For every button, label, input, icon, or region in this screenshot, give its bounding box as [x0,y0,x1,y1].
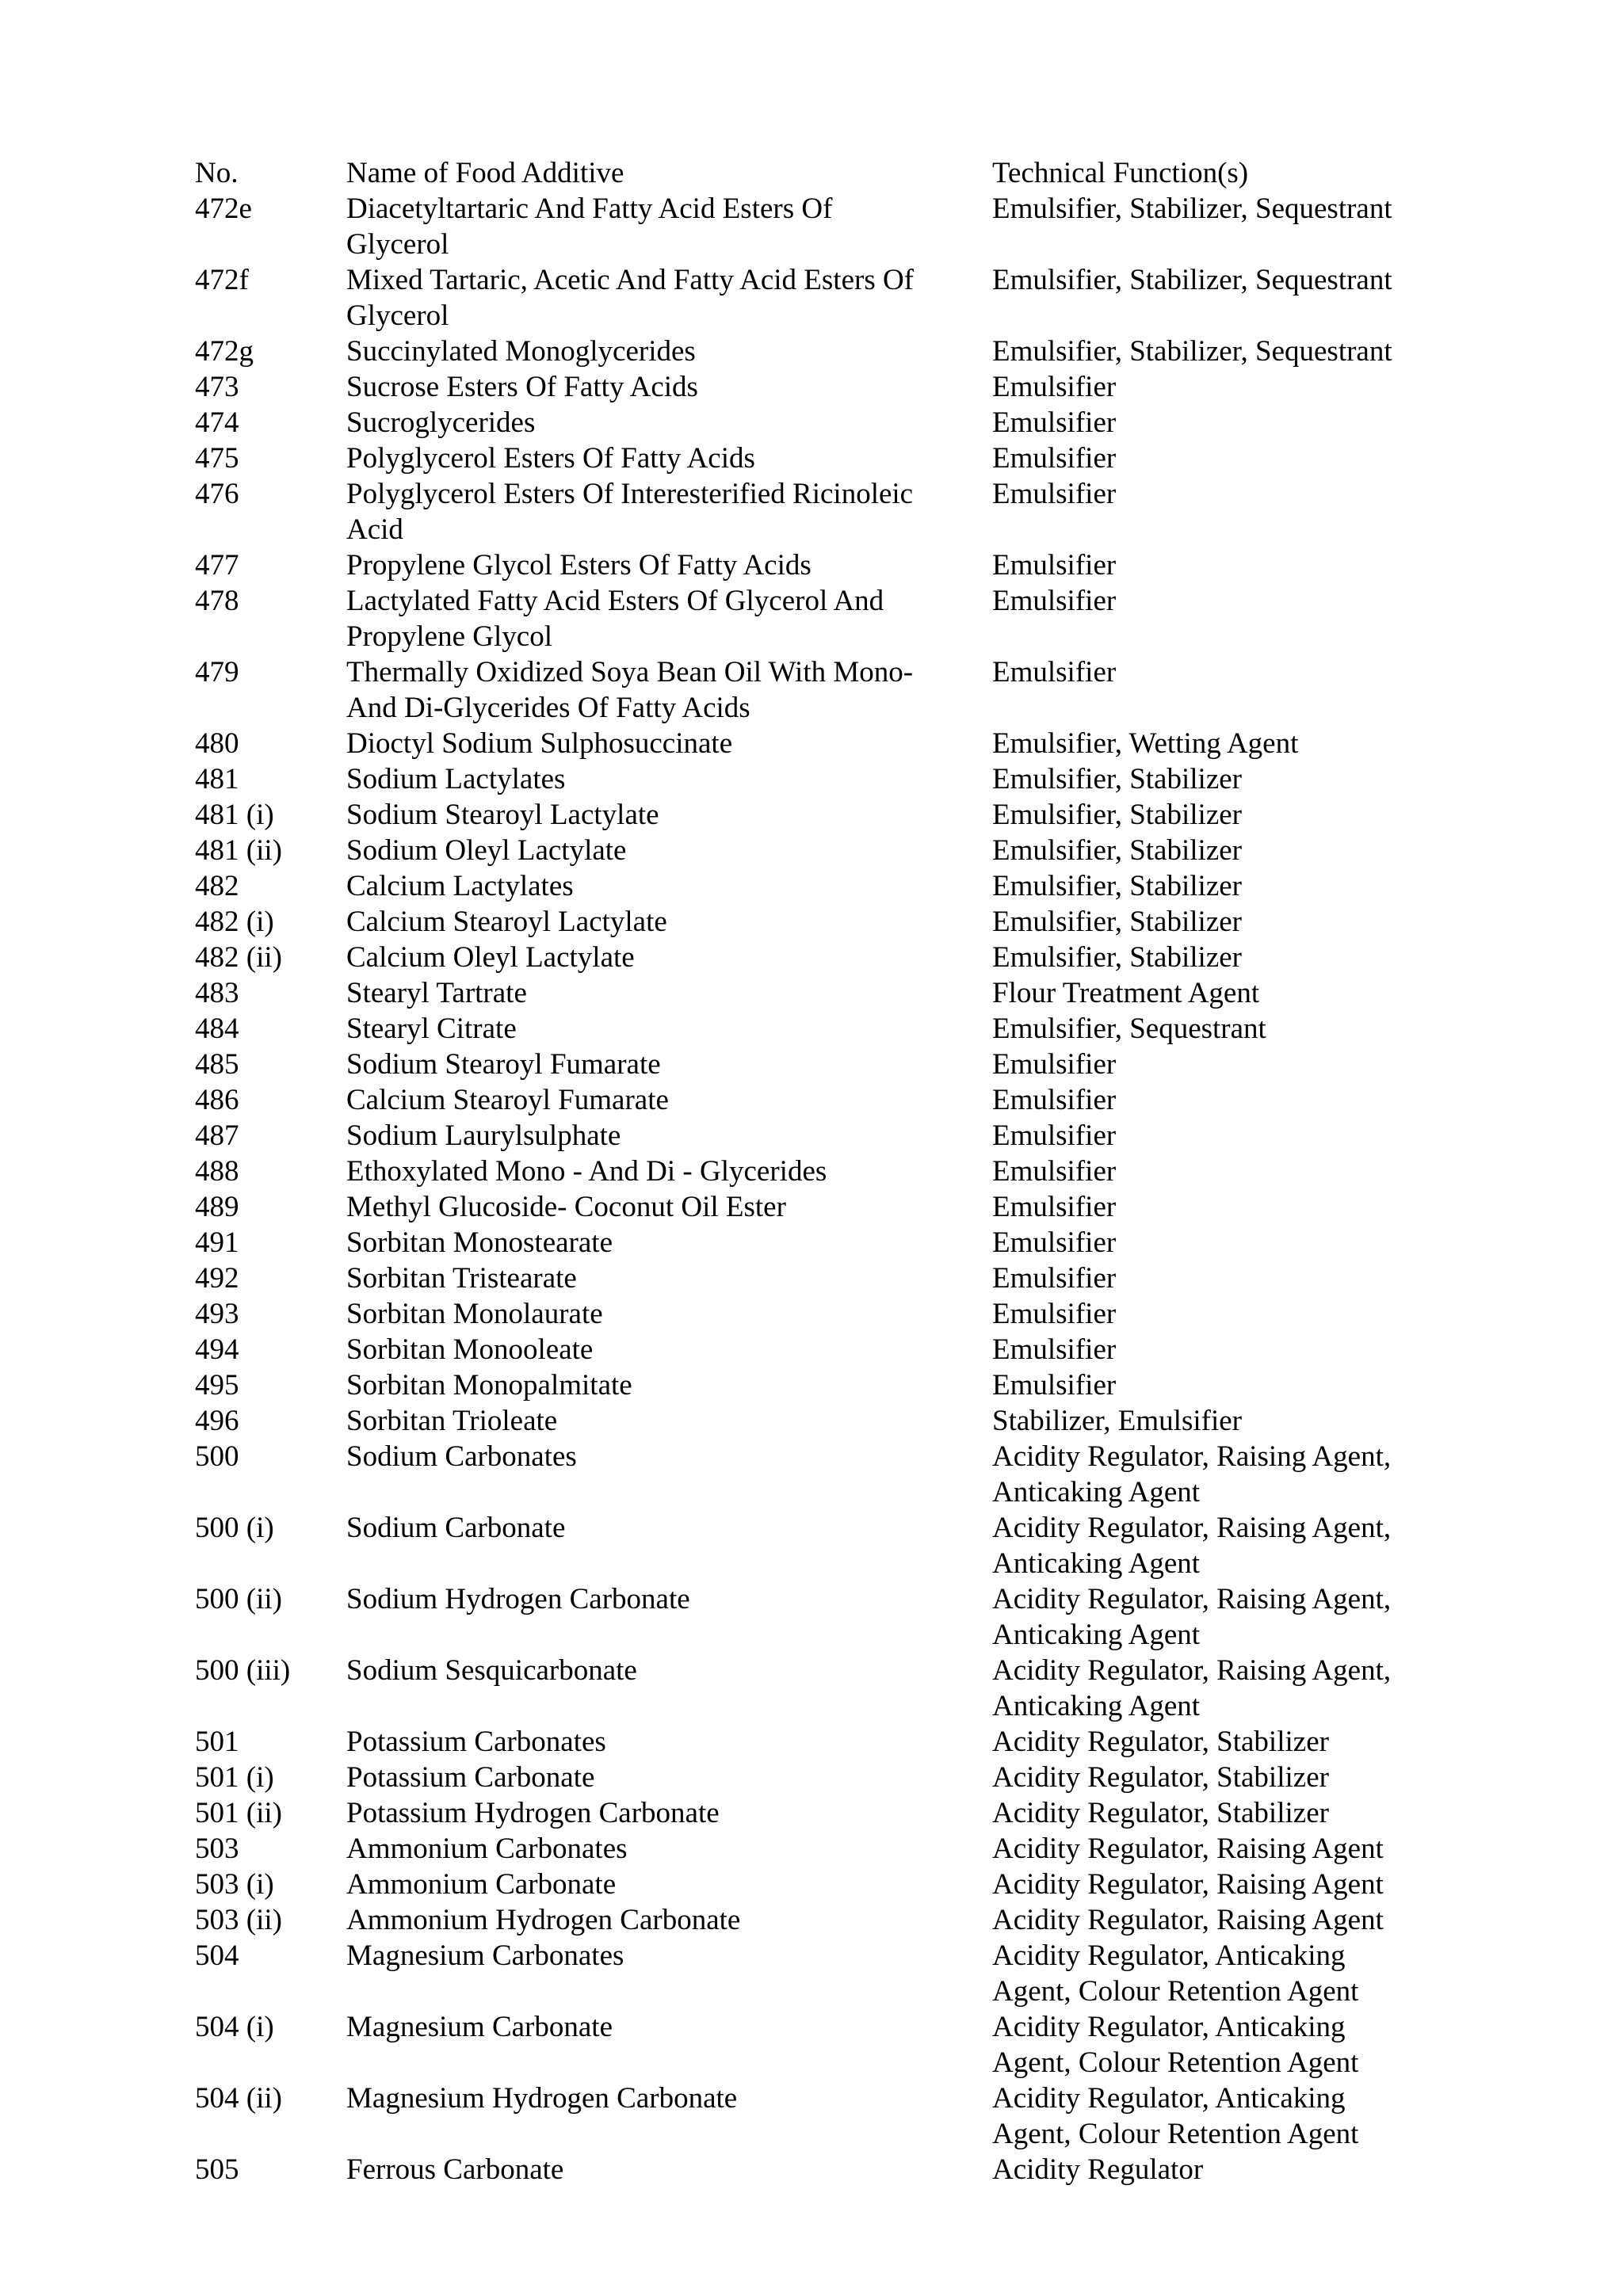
additive-name [346,547,992,583]
technical-function-line: Anticaking Agent [992,1690,1201,1722]
additive-name [346,1831,992,1867]
table-row [195,1225,1431,1261]
technical-function-line: Acidity Regulator, Stabilizer [992,1797,1329,1829]
table-row [195,1795,1431,1831]
technical-function-line: Anticaking Agent [992,1547,1201,1580]
additive-name-line: Sorbitan Monostearate [346,1226,613,1259]
additive-name-line: Potassium Carbonate [346,1761,595,1794]
technical-function-line: Agent, Colour Retention Agent [992,2118,1359,2150]
additive-name [346,191,992,262]
technical-function-line: Agent, Colour Retention Agent [992,2046,1359,2079]
technical-function-line: Emulsifier [992,1262,1117,1295]
technical-function-line: Acidity Regulator, Raising Agent [992,1868,1384,1901]
additive-number: 482 (i) [195,906,274,938]
technical-function-line: Emulsifier, Sequestrant [992,1013,1266,1045]
additive-name [346,1154,992,1189]
technical-function-line: Emulsifier, Stabilizer [992,763,1242,795]
additive-name-line: Magnesium Hydrogen Carbonate [346,2082,738,2115]
additive-number: 476 [195,478,239,510]
table-row [195,1653,1431,1724]
additive-name-line: Ammonium Hydrogen Carbonate [346,1904,741,1936]
technical-function [992,1581,1431,1653]
additive-name [346,833,992,868]
additive-number: 501 (i) [195,1761,274,1794]
additive-name-line: Sodium Stearoyl Lactylate [346,799,659,831]
technical-function [992,1439,1431,1510]
additive-number: 504 (ii) [195,2082,282,2115]
additive-name [346,583,992,654]
additive-name-line: Calcium Stearoyl Fumarate [346,1084,669,1116]
additive-name-line: Dioctyl Sodium Sulphosuccinate [346,727,733,760]
table-row [195,476,1431,547]
additive-number: 496 [195,1405,239,1437]
additive-name [346,1795,992,1831]
additive-number: 495 [195,1369,239,1402]
technical-function-line: Emulsifier [992,1119,1117,1152]
technical-function [992,476,1431,547]
technical-function-line: Acidity Regulator, Raising Agent [992,1833,1384,1865]
technical-function-line: Emulsifier [992,1298,1117,1330]
technical-function [992,1510,1431,1581]
technical-function [992,1011,1431,1047]
table-row [195,1118,1431,1154]
additives-table [195,155,1431,2187]
additive-number: 486 [195,1084,239,1116]
table-row [195,2081,1431,2152]
table-row [195,726,1431,761]
additive-name [346,1403,992,1439]
table-row [195,1581,1431,1653]
table-row [195,1047,1431,1082]
additive-number: 493 [195,1298,239,1330]
table-row [195,2152,1431,2187]
technical-function [992,1082,1431,1118]
additive-number: 472e [195,193,252,225]
table-row [195,262,1431,334]
additive-name [346,1581,992,1653]
additive-number: 503 (ii) [195,1904,282,1936]
additive-name-line: Sucroglycerides [346,406,536,439]
technical-function-line: Emulsifier [992,656,1117,688]
additive-name-line: Sodium Laurylsulphate [346,1119,621,1152]
technical-function [992,1225,1431,1261]
additive-number: 473 [195,371,239,403]
additive-name-line: Stearyl Tartrate [346,977,527,1009]
additive-number: 503 (i) [195,1868,274,1901]
technical-function-line: Emulsifier, Stabilizer [992,906,1242,938]
technical-function-line: Anticaking Agent [992,1476,1201,1508]
additive-name-line: Calcium Lactylates [346,870,574,902]
additive-name [346,262,992,334]
additive-number: 491 [195,1226,239,1259]
additive-name-line: Magnesium Carbonates [346,1939,624,1972]
technical-function-line: Stabilizer, Emulsifier [992,1405,1242,1437]
additive-number: 483 [195,977,239,1009]
technical-function [992,334,1431,369]
technical-function [992,2081,1431,2152]
additive-number: 487 [195,1119,239,1152]
table-row [195,1332,1431,1367]
additive-name [346,1439,992,1510]
table-row [195,405,1431,441]
additive-name [346,2081,992,2152]
technical-function-line: Emulsifier [992,478,1117,510]
additive-number: 488 [195,1155,239,1188]
table-row [195,975,1431,1011]
table-row [195,1296,1431,1332]
technical-function [992,1760,1431,1795]
additive-number: 504 [195,1939,239,1972]
additive-number: 478 [195,585,239,617]
technical-function-line: Emulsifier [992,371,1117,403]
technical-function-line: Acidity Regulator, Anticaking [992,2011,1346,2043]
additive-number: 500 (iii) [195,1654,291,1687]
additive-name-line: Sodium Lactylates [346,763,566,795]
technical-function [992,2152,1431,2187]
table-row [195,1367,1431,1403]
additive-name [346,1261,992,1296]
additive-number: 479 [195,656,239,688]
additive-name-line: Calcium Stearoyl Lactylate [346,906,667,938]
table-row [195,369,1431,405]
additive-number: 492 [195,1262,239,1295]
additive-name [346,476,992,547]
additive-name-line: Ethoxylated Mono - And Di - Glycerides [346,1155,827,1188]
table-row [195,868,1431,904]
additive-number: 500 (ii) [195,1583,282,1615]
table-row [195,940,1431,975]
additive-name [346,1118,992,1154]
additive-name [346,761,992,797]
table-row [195,1403,1431,1439]
table-row [195,1011,1431,1047]
technical-function [992,904,1431,940]
technical-function [992,583,1431,654]
additive-number: 481 [195,763,239,795]
technical-function-line: Emulsifier [992,1226,1117,1259]
technical-function [992,1367,1431,1403]
table-row [195,761,1431,797]
technical-function-line: Flour Treatment Agent [992,977,1260,1009]
technical-function [992,975,1431,1011]
additive-number: 481 (ii) [195,834,282,867]
additive-number: 482 [195,870,239,902]
additive-name-line: Sodium Stearoyl Fumarate [346,1048,661,1081]
additive-name [346,1760,992,1795]
technical-function [992,547,1431,583]
additive-name-line: Acid [346,513,403,546]
additive-name-line: Sorbitan Trioleate [346,1405,558,1437]
technical-function-line: Acidity Regulator, Raising Agent [992,1904,1384,1936]
additive-name [346,405,992,441]
table-row [195,797,1431,833]
additive-number: 475 [195,442,239,475]
additive-name-line: Stearyl Citrate [346,1013,517,1045]
header-row [195,155,1431,191]
table-body [195,191,1431,2187]
technical-function-line: Emulsifier [992,1084,1117,1116]
additive-name-line: Propylene Glycol Esters Of Fatty Acids [346,549,812,582]
additive-number: 494 [195,1333,239,1366]
additive-number: 484 [195,1013,239,1045]
technical-function [992,868,1431,904]
technical-function-line: Acidity Regulator, Raising Agent, [992,1654,1392,1687]
additive-name [346,975,992,1011]
table-row [195,191,1431,262]
additive-name [346,1653,992,1724]
additive-name-line: Sorbitan Monolaurate [346,1298,603,1330]
additive-name-line: Polyglycerol Esters Of Interesterified Ricinoleic [346,478,914,510]
table-row [195,904,1431,940]
technical-function [992,1296,1431,1332]
technical-function-line: Anticaking Agent [992,1619,1201,1651]
additive-name [346,1082,992,1118]
table-row [195,833,1431,868]
technical-function-line: Emulsifier, Stabilizer, Sequestrant [992,335,1392,368]
technical-function [992,726,1431,761]
additive-name-line: Mixed Tartaric, Acetic And Fatty Acid Esters Of [346,264,915,296]
technical-function-line: Agent, Colour Retention Agent [992,1975,1359,2008]
table-row [195,1760,1431,1795]
technical-function [992,262,1431,334]
technical-function-line: Emulsifier, Stabilizer, Sequestrant [992,193,1392,225]
additive-number: 485 [195,1048,239,1081]
technical-function [992,1867,1431,1902]
technical-function [992,1831,1431,1867]
technical-function-line: Emulsifier [992,406,1117,439]
table-row [195,1867,1431,1902]
additive-name [346,1296,992,1332]
additive-name [346,797,992,833]
technical-function-line: Emulsifier, Stabilizer [992,799,1242,831]
additive-name-line: Methyl Glucoside- Coconut Oil Ester [346,1191,786,1223]
technical-function [992,833,1431,868]
additive-number: 504 (i) [195,2011,274,2043]
technical-function [992,1154,1431,1189]
additive-name-line: And Di-Glycerides Of Fatty Acids [346,692,750,724]
additive-number: 503 [195,1833,239,1865]
technical-function-line: Emulsifier [992,1369,1117,1402]
additive-number: 482 (ii) [195,941,282,974]
technical-function [992,654,1431,726]
technical-function [992,369,1431,405]
additive-name-line: Diacetyltartaric And Fatty Acid Esters Of [346,193,833,225]
table-row [195,1938,1431,2009]
additive-name [346,1367,992,1403]
table-row [195,1082,1431,1118]
additive-name-line: Sodium Sesquicarbonate [346,1654,637,1687]
table-row [195,1189,1431,1225]
technical-function-line: Emulsifier [992,1155,1117,1188]
additive-name-line: Propylene Glycol [346,620,552,653]
technical-function [992,761,1431,797]
technical-function-line: Acidity Regulator [992,2153,1204,2186]
table-row [195,334,1431,369]
technical-function [992,797,1431,833]
header-name: Name of Food Additive [346,157,624,189]
additive-number: 489 [195,1191,239,1223]
additive-name [346,904,992,940]
additive-number: 472g [195,335,254,368]
additive-name [346,868,992,904]
additive-number: 477 [195,549,239,582]
additive-name [346,2009,992,2081]
technical-function-line: Acidity Regulator, Raising Agent, [992,1512,1392,1544]
additive-name [346,654,992,726]
technical-function [992,191,1431,262]
technical-function-line: Emulsifier [992,585,1117,617]
additive-name-line: Sucrose Esters Of Fatty Acids [346,371,698,403]
additive-name-line: Succinylated Monoglycerides [346,335,696,368]
additive-number: 472f [195,264,249,296]
additive-name-line: Sodium Carbonates [346,1440,577,1473]
additive-name [346,940,992,975]
table-row [195,441,1431,476]
technical-function-line: Emulsifier, Stabilizer [992,834,1242,867]
technical-function-line: Emulsifier, Stabilizer, Sequestrant [992,264,1392,296]
technical-function-line: Acidity Regulator, Anticaking [992,1939,1346,1972]
technical-function-line: Acidity Regulator, Stabilizer [992,1761,1329,1794]
table-row [195,1724,1431,1760]
additive-number: 480 [195,727,239,760]
technical-function [992,1653,1431,1724]
additive-name [346,1724,992,1760]
table-row [195,547,1431,583]
technical-function [992,940,1431,975]
additive-name-line: Ferrous Carbonate [346,2153,564,2186]
technical-function [992,1047,1431,1082]
technical-function [992,1938,1431,2009]
additive-number: 505 [195,2153,239,2186]
table-row [195,1510,1431,1581]
table-row [195,2009,1431,2081]
table-row [195,1261,1431,1296]
additive-name-line: Potassium Carbonates [346,1726,606,1758]
technical-function-line: Acidity Regulator, Stabilizer [992,1726,1329,1758]
table-row [195,1831,1431,1867]
additive-name [346,1332,992,1367]
technical-function-line: Emulsifier, Stabilizer [992,870,1242,902]
additive-name-line: Sorbitan Monopalmitate [346,1369,632,1402]
header-function: Technical Function(s) [992,157,1249,189]
additive-name [346,726,992,761]
additive-number: 481 (i) [195,799,274,831]
additive-name [346,1189,992,1225]
table-row [195,1902,1431,1938]
technical-function-line: Acidity Regulator, Raising Agent, [992,1583,1392,1615]
additive-name-line: Polyglycerol Esters Of Fatty Acids [346,442,755,475]
technical-function [992,405,1431,441]
additive-name [346,1938,992,2009]
technical-function-line: Emulsifier [992,1048,1117,1081]
additive-name-line: Ammonium Carbonates [346,1833,628,1865]
additive-name-line: Sorbitan Tristearate [346,1262,577,1295]
additive-name-line: Sorbitan Monooleate [346,1333,594,1366]
additive-name-line: Calcium Oleyl Lactylate [346,941,635,974]
additive-name-line: Lactylated Fatty Acid Esters Of Glycerol And [346,585,884,617]
technical-function-line: Emulsifier [992,549,1117,582]
additive-name-line: Glycerol [346,299,449,332]
additive-name-line: Potassium Hydrogen Carbonate [346,1797,720,1829]
header-no: No. [195,157,239,189]
technical-function [992,1118,1431,1154]
additive-name [346,1902,992,1938]
technical-function-line: Emulsifier, Stabilizer [992,941,1242,974]
technical-function [992,441,1431,476]
technical-function-line: Emulsifier [992,1191,1117,1223]
technical-function [992,1795,1431,1831]
additive-number: 501 (ii) [195,1797,282,1829]
additive-name-line: Sodium Oleyl Lactylate [346,834,627,867]
additive-name [346,2152,992,2187]
table-row [195,654,1431,726]
additive-name [346,1867,992,1902]
additive-name [346,334,992,369]
additive-name-line: Thermally Oxidized Soya Bean Oil With Mono- [346,656,914,688]
additive-name [346,1011,992,1047]
additive-number: 501 [195,1726,239,1758]
additive-name [346,1510,992,1581]
additive-name-line: Ammonium Carbonate [346,1868,617,1901]
technical-function-line: Acidity Regulator, Raising Agent, [992,1440,1392,1473]
technical-function [992,1261,1431,1296]
additive-number: 500 [195,1440,239,1473]
table-row [195,1439,1431,1510]
additive-name [346,369,992,405]
additive-name-line: Glycerol [346,228,449,261]
additive-number: 500 (i) [195,1512,274,1544]
technical-function-line: Acidity Regulator, Anticaking [992,2082,1346,2115]
additive-number: 474 [195,406,239,439]
additive-name-line: Magnesium Carbonate [346,2011,613,2043]
table-row [195,583,1431,654]
technical-function [992,1902,1431,1938]
additive-name [346,1047,992,1082]
additive-name-line: Sodium Hydrogen Carbonate [346,1583,690,1615]
technical-function [992,1403,1431,1439]
technical-function [992,1724,1431,1760]
technical-function [992,1332,1431,1367]
technical-function [992,2009,1431,2081]
additive-name-line: Sodium Carbonate [346,1512,566,1544]
technical-function-line: Emulsifier [992,442,1117,475]
additive-name [346,1225,992,1261]
table-row [195,1154,1431,1189]
technical-function-line: Emulsifier, Wetting Agent [992,727,1299,760]
technical-function-line: Emulsifier [992,1333,1117,1366]
technical-function [992,1189,1431,1225]
additive-name [346,441,992,476]
